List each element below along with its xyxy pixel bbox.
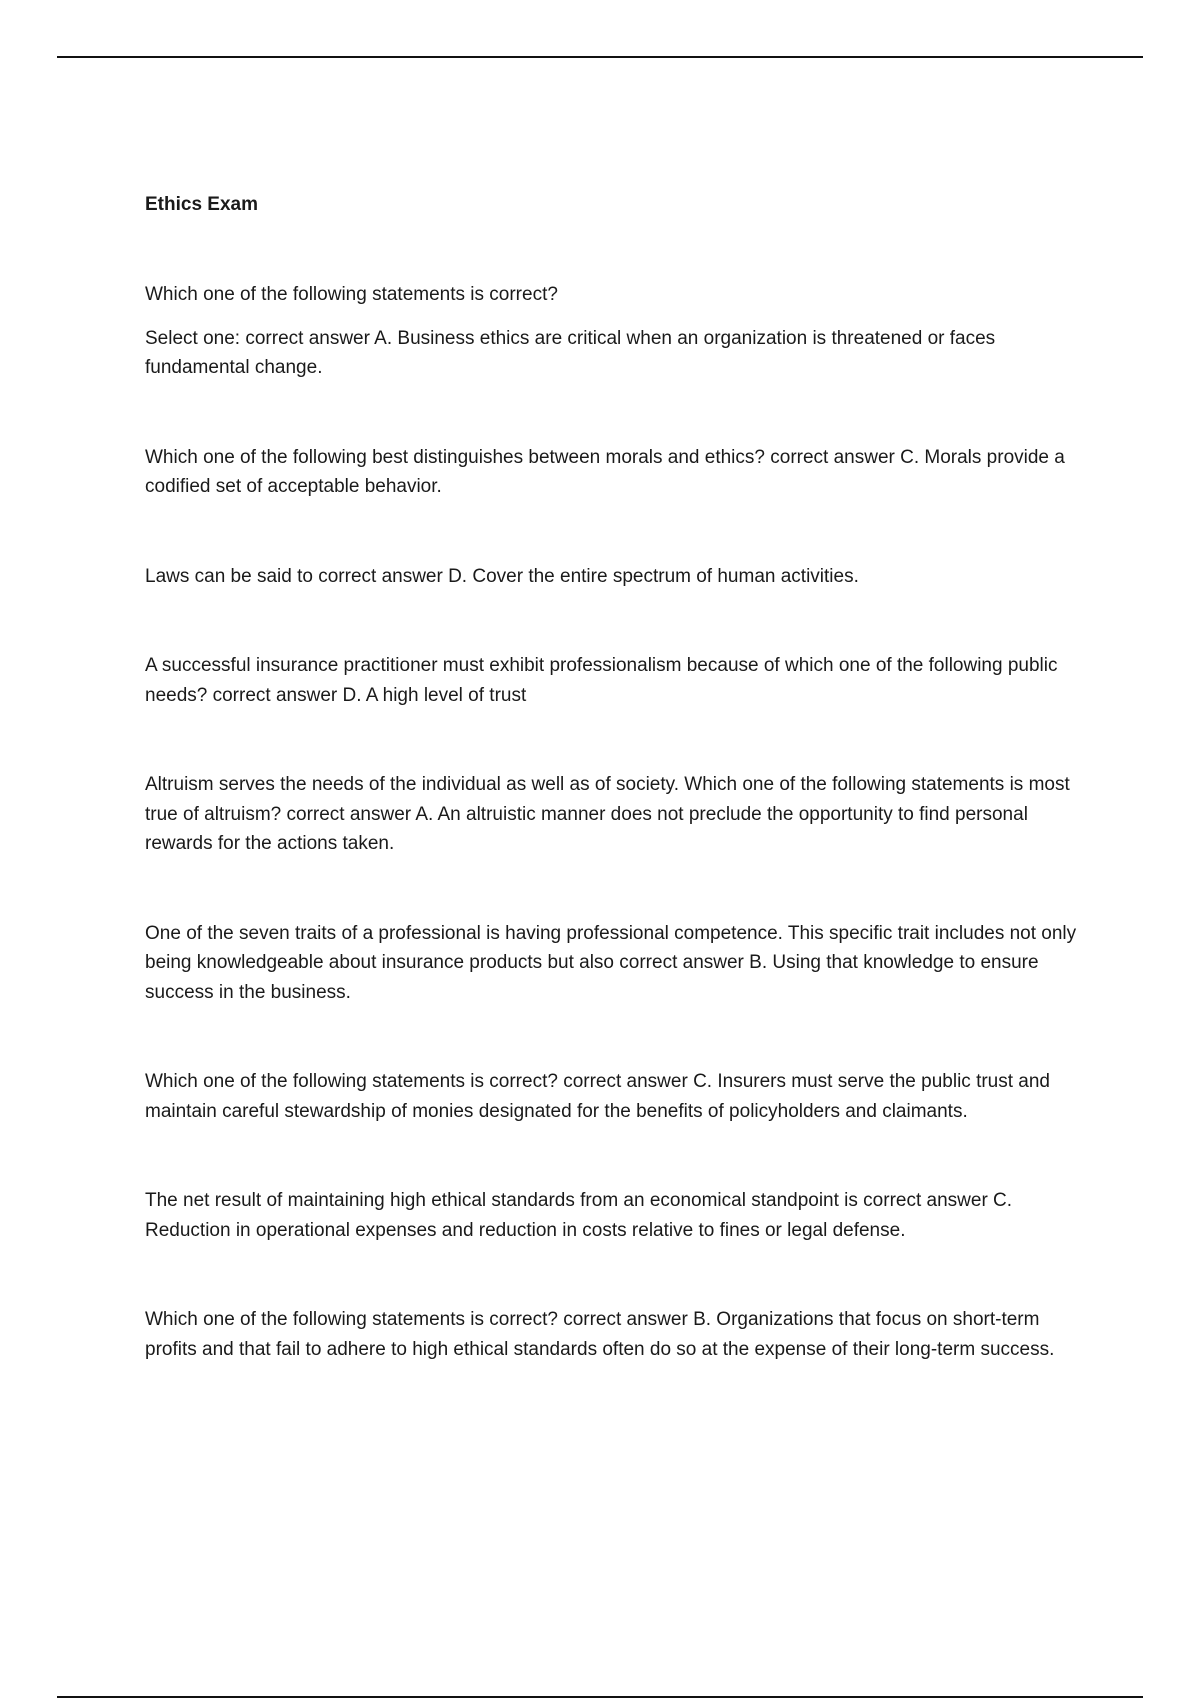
qa-text: One of the seven traits of a professional is having professional competence. This specific trait includes not only being knowledgeable about insurance products but also correct answer B. Using that knowledge to ensure success in the business. (145, 922, 1077, 1003)
qa-text: The net result of maintaining high ethical standards from an economical standpoint is correct answer C. Reduction in operational expenses and reduction in costs relative to fines or legal defense. (145, 1190, 1013, 1241)
question-text: Which one of the following statements is correct? (145, 284, 558, 305)
qa-block-6 (145, 919, 1090, 1008)
answer-text: Select one: correct answer A. Business ethics are critical when an organization is threatened or faces fundamental change. (145, 327, 996, 378)
document-body (145, 190, 1090, 1424)
qa-text: Altruism serves the needs of the individual as well as of society. Which one of the following statements is most true of altruism? correct answer A. An altruistic manner does not preclude the opportunity to find personal rewards for the actions taken. (145, 774, 1070, 854)
qa-block-1 (145, 280, 1090, 383)
qa-text: A successful insurance practitioner must exhibit professionalism because of which one of the following public needs? correct answer D. A high level of trust (145, 655, 1058, 706)
qa-block-4 (145, 651, 1090, 710)
qa-text: Which one of the following best distinguishes between morals and ethics? correct answer C. Morals provide a codified set of acceptable behavior. (145, 446, 1065, 497)
qa-block-2 (145, 443, 1090, 502)
footer-rule (57, 1696, 1143, 1698)
qa-text: Which one of the following statements is correct? correct answer B. Organizations that focus on short-term profits and that fail to adhere to high ethical standards often do so at the expense of their long-term success. (145, 1309, 1055, 1360)
qa-text: Laws can be said to correct answer D. Cover the entire spectrum of human activities. (145, 565, 859, 587)
qa-block-5 (145, 770, 1090, 859)
qa-text: Which one of the following statements is correct? correct answer C. Insurers must serve the public trust and maintain careful stewardship of monies designated for the benefits of policyholders and claimants. (145, 1071, 1050, 1122)
header-rule (57, 56, 1143, 58)
qa-block-9 (145, 1305, 1090, 1364)
qa-block-8 (145, 1186, 1090, 1245)
qa-block-7 (145, 1067, 1090, 1126)
qa-block-3 (145, 562, 1090, 592)
document-title: Ethics Exam (145, 194, 258, 215)
